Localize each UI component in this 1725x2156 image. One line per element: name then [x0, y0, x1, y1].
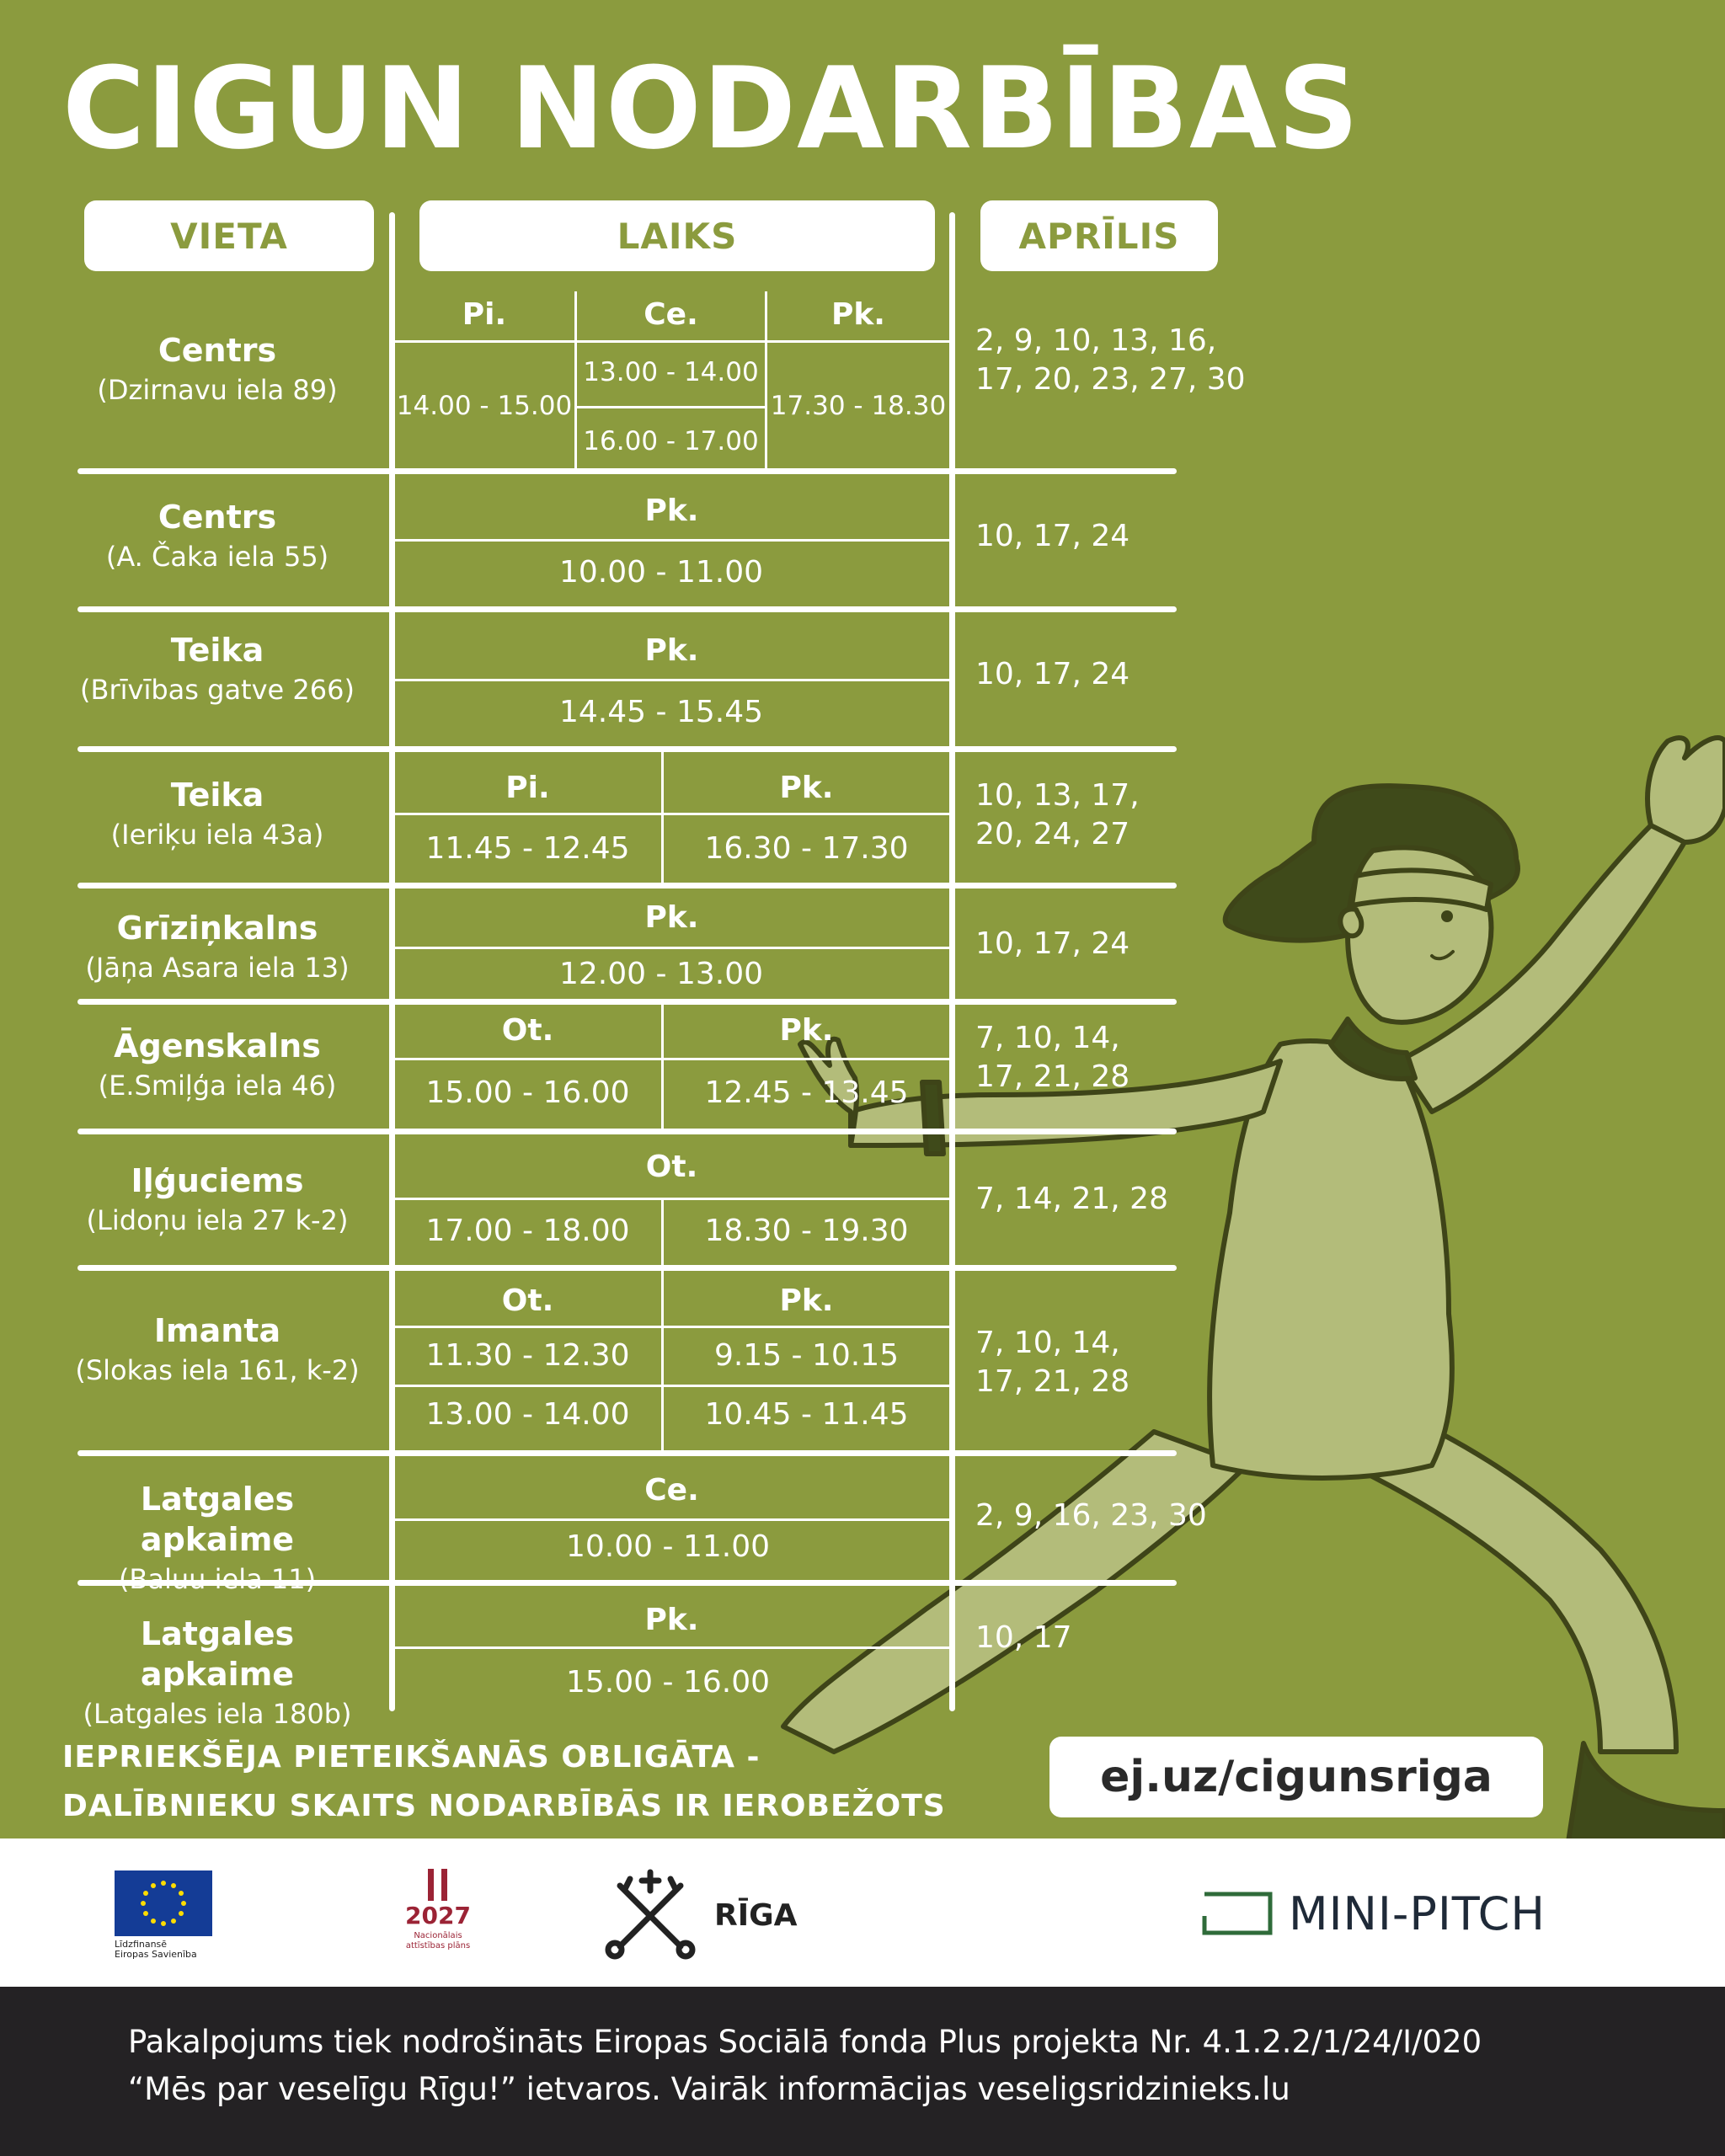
time-slot: 16.30 - 17.30 [704, 831, 909, 866]
minipitch-logo-icon [1201, 1891, 1274, 1936]
time-slot: 16.00 - 17.00 [583, 426, 759, 456]
location-latgale-latgales-iela: Latgales apkaime (Latgales iela 180b) [83, 1615, 352, 1730]
registration-note: IEPRIEKŠĒJA PIETEIKŠANĀS OBLIGĀTA - DALĪBNIEKU SKAITS NODARBĪBĀS IR IEROBEŽOTS [62, 1740, 946, 1823]
day-label: Pk. [779, 1283, 834, 1318]
page-title: CIGUN NODARBĪBAS [62, 43, 1360, 174]
location-teika-brivibas: Teika (Brīvības gatve 266) [80, 632, 355, 706]
dates-row-10: 10, 17 [975, 1620, 1072, 1655]
row-divider [77, 746, 1177, 752]
time-slot: 12.45 - 13.45 [704, 1075, 909, 1110]
row-divider [77, 468, 1177, 474]
dates-row-5: 10, 17, 24 [975, 926, 1130, 961]
registration-link[interactable]: ej.uz/cigunsriga [1049, 1737, 1543, 1817]
dates-row-2: 10, 17, 24 [975, 519, 1130, 553]
national-plan-logo-icon [421, 1869, 455, 1901]
column-divider-right [949, 212, 955, 1711]
location-imanta: Imanta (Slokas iela 161, k-2) [75, 1312, 360, 1386]
row-divider [77, 1265, 1177, 1271]
day-label: Pk. [644, 900, 699, 935]
footer [0, 1987, 1725, 2156]
row-divider [77, 1129, 1177, 1134]
location-centrs-dzirnavu: Centrs (Dzirnavu iela 89) [97, 332, 338, 406]
eu-caption: Līdzfinansē Eiropas Savienība [115, 1939, 197, 1960]
time-slot: 13.00 - 14.00 [425, 1397, 630, 1432]
day-label: Ce. [644, 297, 698, 332]
day-label: Ot. [501, 1013, 554, 1048]
time-slot: 17.30 - 18.30 [770, 391, 947, 421]
day-label: Pk. [830, 297, 885, 332]
location-grizinkalns: Grīziņkalns (Jāņa Asara iela 13) [85, 910, 350, 984]
time-slot: 14.45 - 15.45 [559, 695, 763, 729]
location-ilguciems: Iļģuciems (Lidoņu iela 27 k-2) [86, 1162, 349, 1236]
dates-row-6: 7, 10, 14, 17, 21, 28 [975, 1021, 1130, 1094]
time-slot: 10.00 - 11.00 [566, 1529, 770, 1564]
time-slot: 17.00 - 18.00 [425, 1214, 630, 1248]
minipitch-label: MINI-PITCH [1289, 1887, 1546, 1940]
footer-text: Pakalpojums tiek nodrošināts Eiropas Sociālā fonda Plus projekta Nr. 4.1.2.2/1/24/I/020 “Mēs par veselīgu Rīgu!” ietvaros. Vairāk informācijas veseligsridzinieks.lu [128, 2024, 1482, 2107]
header-vieta: VIETA [84, 200, 374, 271]
dates-row-9: 2, 9, 16, 23, 30 [975, 1498, 1207, 1533]
location-latgale-baluu: Latgales apkaime (Baluu iela 11) [118, 1481, 317, 1595]
time-slot: 15.00 - 16.00 [425, 1075, 630, 1110]
row-divider [77, 606, 1177, 612]
day-label: Pi. [505, 771, 550, 805]
day-label: Pk. [779, 1013, 834, 1048]
location-agenskalns: Āgenskalns (E.Smiļģa iela 46) [98, 1027, 337, 1102]
plan-caption: Nacionālais attīstības plāns [405, 1931, 471, 1951]
dates-row-3: 10, 17, 24 [975, 657, 1130, 691]
dates-row-4: 10, 13, 17, 20, 24, 27 [975, 778, 1140, 851]
time-slot: 9.15 - 10.15 [713, 1338, 900, 1373]
day-label: Ot. [645, 1150, 698, 1184]
time-slot: 14.00 - 15.00 [396, 391, 573, 421]
time-slot: 10.45 - 11.45 [704, 1397, 909, 1432]
plan-year: 2027 [405, 1902, 471, 1929]
header-aprilis: APRĪLIS [980, 200, 1218, 271]
location-centrs-caka: Centrs (A. Čaka iela 55) [105, 499, 329, 573]
day-label: Ot. [501, 1283, 554, 1318]
time-slot: 10.00 - 11.00 [559, 555, 763, 590]
logo-strip [0, 1838, 1725, 1987]
time-slot: 11.30 - 12.30 [425, 1338, 630, 1373]
time-slot: 11.45 - 12.45 [425, 831, 630, 866]
dates-row-1: 2, 9, 10, 13, 16, 17, 20, 23, 27, 30 [975, 323, 1246, 397]
day-label: Pk. [644, 494, 699, 528]
row-divider [77, 999, 1177, 1005]
dates-row-8: 7, 10, 14, 17, 21, 28 [975, 1326, 1130, 1399]
time-slot: 13.00 - 14.00 [583, 357, 759, 387]
riga-keys-icon [603, 1869, 697, 1960]
riga-label: RĪGA [714, 1898, 798, 1933]
row-divider [77, 883, 1177, 889]
dates-row-7: 7, 14, 21, 28 [975, 1182, 1168, 1216]
eu-flag-icon [115, 1870, 212, 1936]
day-label: Pi. [462, 297, 507, 332]
header-laiks: LAIKS [419, 200, 935, 271]
day-label: Pk. [779, 771, 834, 805]
time-slot: 15.00 - 16.00 [566, 1665, 770, 1700]
day-label: Pk. [644, 1603, 699, 1637]
time-slot: 12.00 - 13.00 [559, 957, 763, 991]
day-label: Ce. [644, 1473, 699, 1508]
time-slot: 18.30 - 19.30 [704, 1214, 909, 1248]
location-teika-ieriku: Teika (Ieriķu iela 43a) [110, 776, 324, 851]
day-label: Pk. [644, 633, 699, 668]
row-divider [77, 1450, 1177, 1456]
